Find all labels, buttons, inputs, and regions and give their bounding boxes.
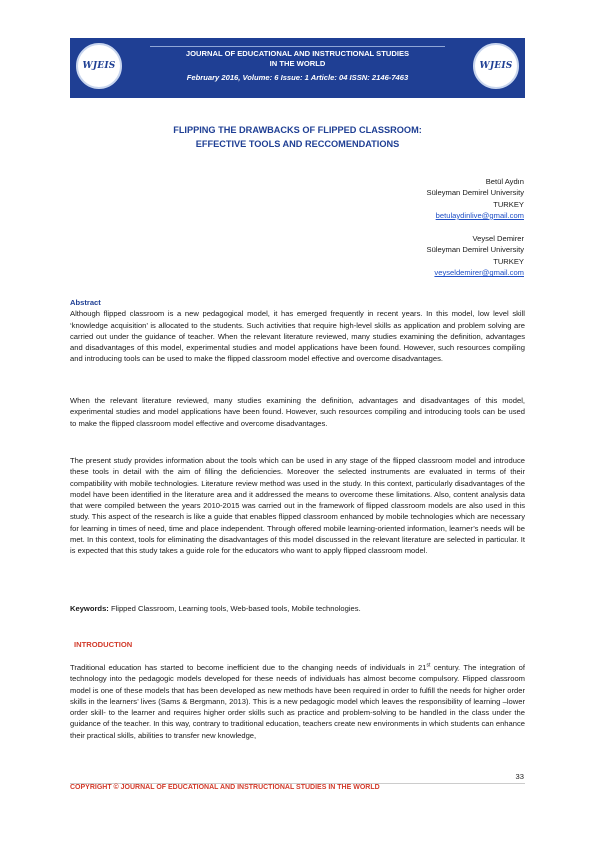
journal-logo-left xyxy=(76,43,122,89)
journal-name-line1: JOURNAL OF EDUCATIONAL AND INSTRUCTIONAL STUDIES xyxy=(185,49,410,58)
abstract-paragraph-2-block xyxy=(70,395,525,429)
journal-header-text xyxy=(132,46,463,83)
author-affiliation: Süleyman Demirel University xyxy=(426,245,524,255)
intro-text-start: Traditional education has started to become inefficient due to the changing needs of individuals in 21 xyxy=(70,663,427,672)
abstract-paragraph-3: The present study provides information about the tools which can be used in any stage of the flipped classroom model and introduce these tools in detail with the aim of filling the deficiencies. Moreover the selected instruments are evaluated in terms of their compatibility with mobile technologies. Literature review method was used in the study. In this context, particularly disadvantages of the model have been identified in the literature area and it addressed the means to overcome these limitations. Also, content analysis data that were compiled between the years 2010-2015 was carried out in the framework of flipped classroom models are also used in this study. This aspect of the research is like a guide that enables flipped classroom enhanced by mobile technologies which are necessary for learning in times of need, time and place independent. Through offered mobile learning-oriented information, learner’s needs will be met. In this context, tools for eliminating the disadvantages of this model discussed in the relevant literature are selected in particular. It is expected that this study takes a guide role for the educators who want to apply flipped classroom model. xyxy=(70,456,525,556)
author-affiliation: Süleyman Demirel University xyxy=(426,188,524,198)
abstract-paragraph-2: When the relevant literature reviewed, many studies examining the definition, advantages and disadvantages of this model, experimental studies and model applications have been found. However, such resources compiling and introducing tools can be used to make the flipped classroom model effective and overcome disadvantages. xyxy=(70,396,525,428)
journal-name-line2: IN THE WORLD xyxy=(269,59,326,68)
copyright-footer: COPYRIGHT © JOURNAL OF EDUCATIONAL AND INSTRUCTIONAL STUDIES IN THE WORLD xyxy=(70,784,380,791)
page-number: 33 xyxy=(515,772,524,781)
journal-header xyxy=(70,38,525,98)
author-country: TURKEY xyxy=(493,199,524,209)
introduction-paragraph xyxy=(70,662,525,741)
abstract-paragraph-3-block xyxy=(70,455,525,557)
abstract-section xyxy=(70,297,525,365)
abstract-paragraph-1: Although flipped classroom is a new pedagogical model, it has emerged frequently in recent years. In this model, low level skill ‘knowledge acquisition’ is allocated to the students. Such activities that require high-level skills as application and problem solving are carried out under the guidance of teacher. When the relevant literature reviewed, many studies examining the definition, advantages and disadvantages of this model, experimental studies and model applications have been found. However, such resources compiling and introducing tools can be used to make the flipped classroom model effective and overcome disadvantages. xyxy=(70,309,525,364)
keywords-label: Keywords: xyxy=(70,604,109,613)
keywords xyxy=(70,603,525,614)
author-name: Betül Aydın xyxy=(485,177,524,186)
issue-info: February 2016, Volume: 6 Issue: 1 Article: 04 ISSN: 2146-7463 xyxy=(186,73,409,82)
title-line2: EFFECTIVE TOOLS AND RECCOMENDATIONS xyxy=(195,139,400,149)
author-name: Veysel Demirer xyxy=(472,234,524,244)
introduction-section xyxy=(70,662,525,741)
author-email-link[interactable]: betulaydinlive@gmail.com xyxy=(435,210,524,220)
header-divider xyxy=(150,46,445,47)
logo-text: WJEIS xyxy=(82,61,116,71)
abstract-heading: Abstract xyxy=(70,298,101,307)
author-block xyxy=(427,176,524,278)
title-line1: FLIPPING THE DRAWBACKS OF FLIPPED CLASSROOM: xyxy=(173,125,422,135)
intro-text-rest: century. The integration of technology into the pedagogic models developed for these needs of individuals has almost become compulsory. Flipped classroom model is one of these models that has been developed as new methods have been required in order to fulfill the needs for higher order skills in the learners’ lives (Sams & Bergmann, 2013). This is a new pedagogic model which leaves the responsibility of learning –lower order skill- to the learner and requires higher order skills such as practice and problem-solving to be handled in the class under the guidance of the teacher. In this way, contrary to traditional education, teachers create new environments in which students can enhance their practical skills, abilities to transfer new knowledge, xyxy=(70,663,525,740)
author-country: TURKEY xyxy=(493,256,524,266)
author-email-link[interactable]: veyseldemirer@gmail.com xyxy=(434,268,524,278)
paper-title xyxy=(70,123,525,151)
keywords-text: Flipped Classroom, Learning tools, Web-based tools, Mobile technologies. xyxy=(108,604,361,613)
logo-text: WJEIS xyxy=(479,61,513,71)
introduction-heading: INTRODUCTION xyxy=(74,640,133,649)
journal-logo-right xyxy=(473,43,519,89)
intro-superscript: st xyxy=(426,662,431,669)
